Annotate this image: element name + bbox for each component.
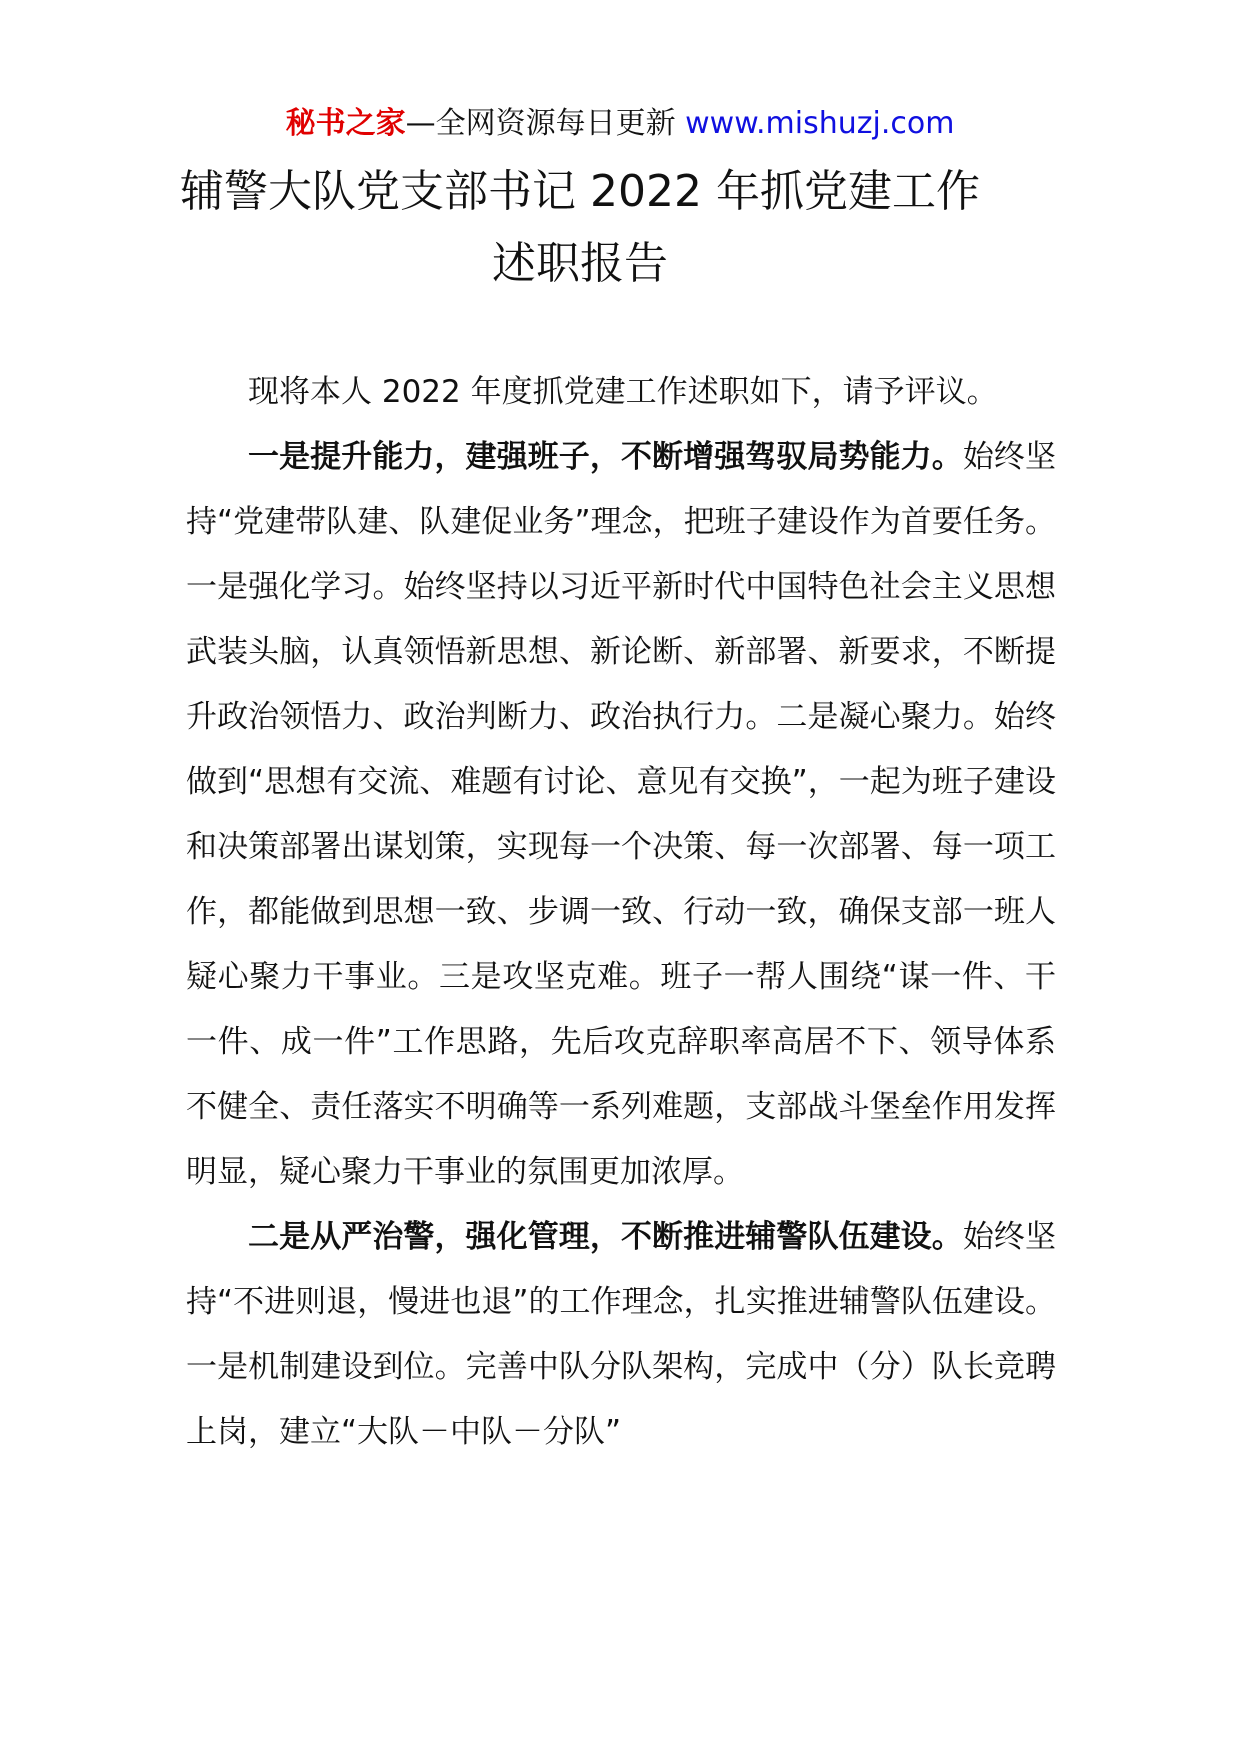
watermark-header [0, 104, 1240, 144]
brand-name: 秘书之家 [285, 106, 406, 141]
section-1-heading: 一是提升能力，建强班子，不断增强驾驭局势能力。 [248, 439, 963, 475]
header-tagline: —全网资源每日更新 [405, 106, 686, 141]
section-2-paragraph [186, 1205, 1056, 1465]
document-body [186, 360, 1056, 1465]
site-url-link[interactable]: www.mishuzj.com [685, 106, 955, 141]
section-1-body: 始终坚持“党建带队建、队建促业务”理念，把班子建设作为首要任务。一是强化学习。始终坚持以习近平新时代中国特色社会主义思想武装头脑，认真领悟新思想、新论断、新部署、新要求，不断提升政治领悟力、政治判断力、政治执行力。二是凝心聚力。始终做到“思想有交流、难题有讨论、意见有交换”，一起为班子建设和决策部署出谋划策，实现每一个决策、每一次部署、每一项工作，都能做到思想一致、步调一致、行动一致，确保支部一班人疑心聚力干事业。三是攻坚克难。班子一帮人围绕“谋一件、干一件、成一件”工作思路，先后攻克辞职率高居不下、领导体系不健全、责任落实不明确等一系列难题，支部战斗堡垒作用发挥明显，疑心聚力干事业的氛围更加浓厚。 [186, 439, 1057, 1190]
section-2-body: 始终坚持“不进则退，慢进也退”的工作理念，扎实推进辅警队伍建设。一是机制建设到位。完善中队分队架构，完成中（分）队长竞聘上岗，建立“大队－中队－分队” [186, 1219, 1057, 1450]
intro-paragraph: 现将本人 2022 年度抓党建工作述职如下，请予评议。 [248, 374, 998, 410]
document-title-line-1: 辅警大队党支部书记 2022 年抓党建工作 [180, 166, 980, 217]
document-title-line-2: 述职报告 [492, 238, 668, 289]
section-2-heading: 二是从严治警，强化管理，不断推进辅警队伍建设。 [248, 1219, 963, 1255]
section-1-paragraph [186, 425, 1056, 1205]
